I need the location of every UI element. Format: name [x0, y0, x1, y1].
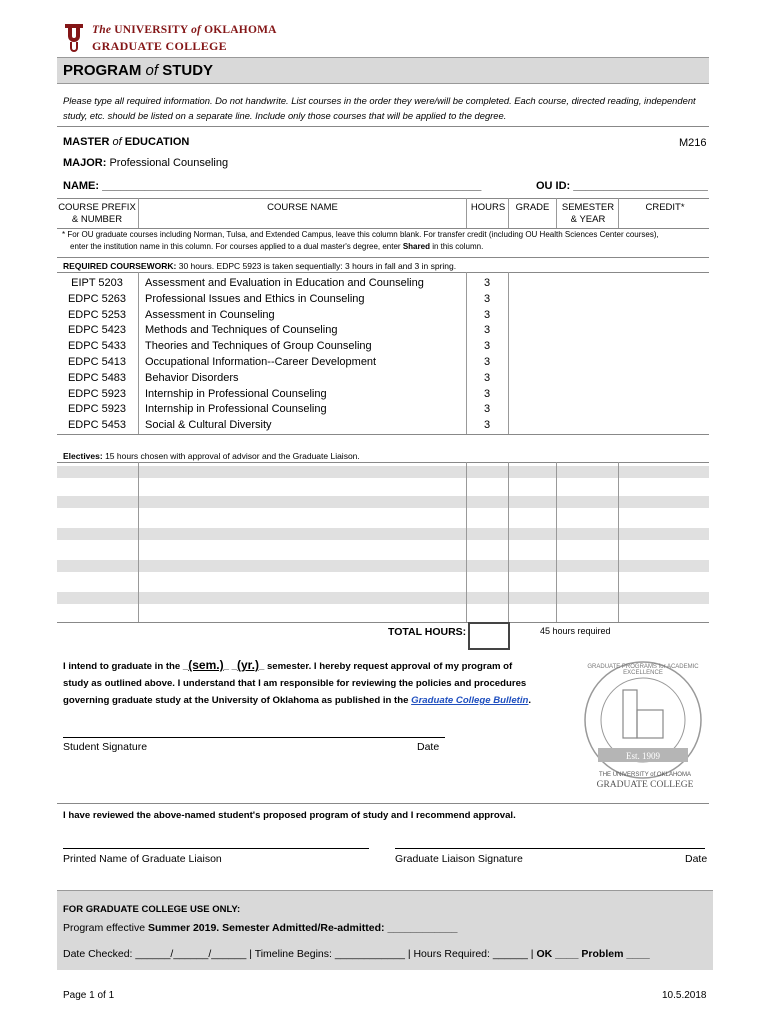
liaison-date-label: Date [685, 853, 708, 865]
liaison-signature-label: Graduate Liaison Signature [395, 853, 523, 865]
course-hours: 3 [483, 277, 491, 289]
course-hours: 3 [483, 371, 491, 384]
university-name: The UNIVERSITY of OKLAHOMA [92, 24, 277, 36]
bulletin-link[interactable]: Graduate College Bulletin [411, 695, 529, 706]
course-hours: 3 [483, 403, 491, 416]
footnote: * For OU graduate courses including Norman, Tulsa, and Extended Campus, leave this column blank. For transfer credit (including OU Health Sciences Center courses), enter the institution name in this column. For courses applied to a dual master's degree, enter Shared in this column. [62, 230, 659, 251]
office-program: Program effective Summer 2019. Semester Admitted/Re-admitted: ____________ [63, 922, 458, 934]
intent-statement: I intend to graduate in the _(sem.)_ _(yr.)_ semester. I hereby request approval of my program of study as outlined above. I understand that I am responsible for reviewing the policies and procedures governing graduate study at the University of Oklahoma as published in the Graduate College Bulletin. [63, 658, 532, 706]
seal-line2: GRADUATE COLLEGE [596, 780, 694, 790]
course-name: Internship in Professional Counseling [145, 403, 327, 416]
course-hours: 3 [483, 292, 491, 305]
total-hours-box[interactable] [468, 622, 510, 650]
course-hours: 3 [483, 308, 491, 321]
col-hours: HOURS [470, 202, 506, 213]
course-name: Social & Cultural Diversity [145, 419, 272, 432]
student-date-label: Date [417, 741, 440, 753]
course-name: Methods and Techniques of Counseling [145, 324, 338, 337]
page-number: Page 1 of 1 [63, 990, 115, 1001]
course-name: Occupational Information--Career Development [145, 355, 377, 368]
course-name: Behavior Disorders [145, 371, 239, 384]
course-code: EDPC 5433 [67, 340, 127, 353]
revision-date: 10.5.2018 [662, 990, 707, 1001]
seal-est: Est. 1909 [625, 751, 660, 761]
course-name: Assessment in Counseling [145, 308, 275, 321]
office-heading: FOR GRADUATE COLLEGE USE ONLY: [63, 904, 241, 915]
ou-logo-icon [62, 22, 86, 52]
course-hours: 3 [483, 419, 491, 432]
course-code: EDPC 5483 [67, 371, 127, 384]
course-name: Professional Issues and Ethics in Counseling [145, 292, 365, 305]
course-code: EDPC 5253 [67, 308, 127, 321]
liaison-name-label: Printed Name of Graduate Liaison [63, 853, 222, 865]
page-title: PROGRAM of STUDY [63, 62, 214, 79]
course-code: EDPC 5923 [67, 403, 127, 416]
course-hours: 3 [483, 324, 491, 337]
seal-icon [578, 660, 708, 790]
course-code: EIPT 5203 [71, 277, 123, 289]
course-name: Theories and Techniques of Group Counseling [145, 340, 372, 353]
approval-statement: I have reviewed the above-named student's proposed program of study and I recommend approval. [63, 810, 516, 821]
course-code: EDPC 5423 [67, 324, 127, 337]
col-grade: GRADE [515, 202, 550, 213]
col-credit: CREDIT* [645, 202, 685, 213]
course-hours: 3 [483, 355, 491, 368]
major: MAJOR: Professional Counseling [63, 157, 229, 169]
course-code: EDPC 5263 [67, 292, 127, 305]
degree-title: MASTER of EDUCATION [63, 136, 190, 148]
office-checked: Date Checked: ______/______/______ | Timeline Begins: ____________ | Hours Required: ______ | OK ____ Problem ____ [63, 948, 650, 960]
course-hours: 3 [483, 387, 491, 400]
name-field[interactable]: NAME: ______________________________________________________________ [63, 180, 482, 192]
course-code: EDPC 5453 [67, 419, 127, 432]
ouid-field[interactable]: OU ID: ______________________ [536, 180, 708, 192]
seal-line1: THE UNIVERSITY of OKLAHOMA [599, 772, 691, 778]
course-code: EDPC 5923 [67, 387, 127, 400]
electives: Electives: 15 hours chosen with approval of advisor and the Graduate Liaison. [63, 451, 360, 461]
course-hours: 3 [483, 340, 491, 353]
course-name: Internship in Professional Counseling [145, 387, 327, 400]
total-note: 45 hours required [540, 626, 611, 636]
college-name: GRADUATE COLLEGE [92, 39, 227, 53]
student-signature-label: Student Signature [63, 741, 148, 753]
col-prefix: COURSE PREFIX & NUMBER [58, 202, 136, 225]
col-name: COURSE NAME [267, 202, 338, 213]
col-semester: SEMESTER & YEAR [561, 202, 615, 225]
required-coursework: REQUIRED COURSEWORK: 30 hours. EDPC 5923 is taken sequentially: 3 hours in fall and 3 in spring. [63, 261, 457, 271]
seal-ring-text: GRADUATE PROGRAMS for ACADEMIC EXCELLENCE [587, 664, 699, 676]
course-name: Assessment and Evaluation in Education and Counseling [145, 277, 424, 289]
program-code: M216 [679, 137, 707, 149]
instructions: Please type all required information. Do not handwrite. List courses in the order they were/will be completed. Each course, directed reading, independent study, etc. should be listed on a separate line. Include only those courses that will be applied to the degree. [63, 95, 696, 121]
total-hours-label: TOTAL HOURS: [388, 626, 467, 638]
course-code: EDPC 5413 [67, 355, 127, 368]
